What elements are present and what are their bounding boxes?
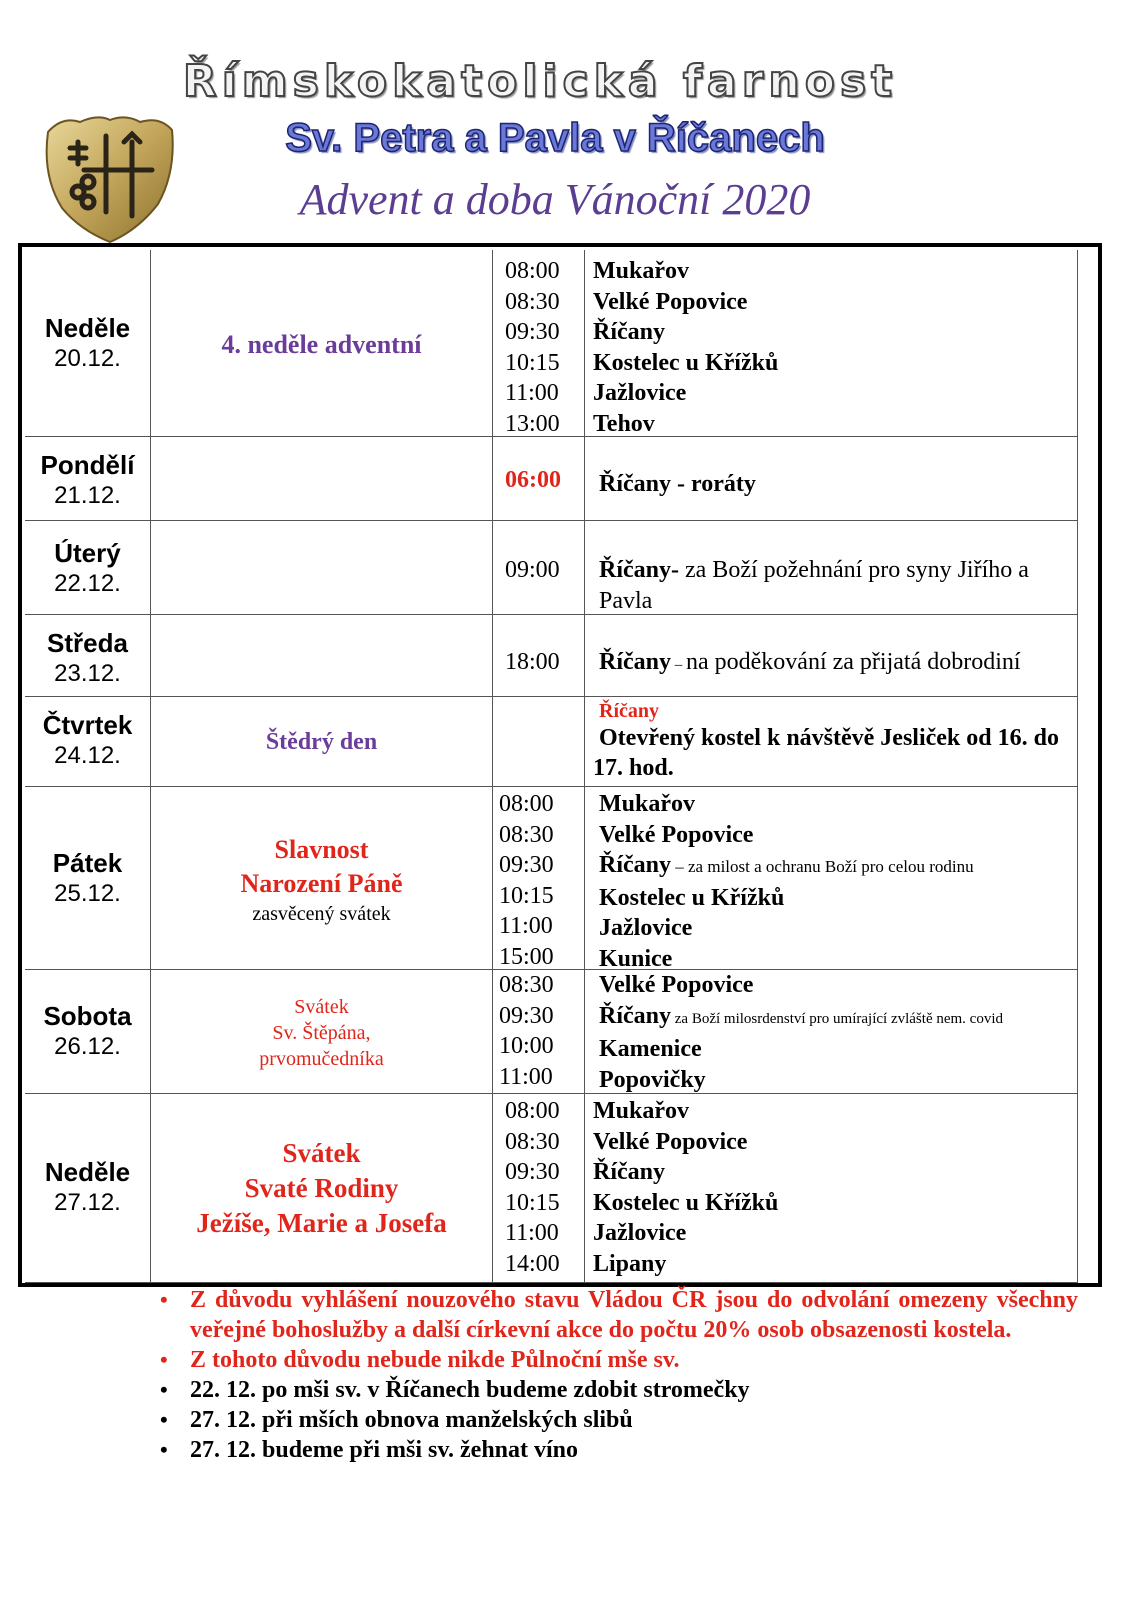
- day-date: 24.12.: [54, 742, 121, 769]
- mass-place: Říčany: [599, 1002, 671, 1029]
- mass-time: 11:00: [505, 380, 559, 406]
- mass-time: 08:30: [505, 288, 560, 315]
- mass-place: Říčany: [599, 852, 671, 878]
- table-row: [22, 615, 1098, 697]
- mass-time: 08:00: [505, 1098, 560, 1124]
- list-item: • 22. 12. po mši sv. v Říčanech budeme zdobit stromečky: [160, 1377, 750, 1403]
- mass-place: Mukařov: [599, 791, 695, 817]
- mass-time: 10:15: [505, 1189, 560, 1216]
- place-heading: Říčany: [599, 700, 659, 722]
- occasion: 4. neděle adventní: [221, 330, 422, 359]
- announcement-text: Z důvodu vyhlášení nouzového stavu Vládou ČR jsou do odvolání omezeny všechny veřejné bohoslužby a další církevní akce do počtu 20% osob obsazenosti kostela.: [190, 1287, 1078, 1343]
- occasion: Narození Páně: [240, 869, 403, 898]
- event-description: Otevřený kostel k návštěvě Jesliček od 16. do 17. hod.: [593, 725, 1059, 781]
- occasion: Svaté Rodiny: [244, 1173, 399, 1203]
- day-name: Čtvrtek: [42, 710, 133, 740]
- mass-place: Říčany-: [599, 557, 679, 583]
- page-header: [0, 0, 1123, 245]
- mass-place: Velké Popovice: [599, 821, 754, 848]
- list-item: • Z tohoto důvodu nebude nikde Půlnoční mše sv.: [160, 1347, 680, 1373]
- table-row: [22, 1094, 1098, 1283]
- occasion: Slavnost: [274, 835, 369, 864]
- parish-subtitle: Sv. Petra a Pavla v Říčanech: [285, 116, 825, 160]
- mass-time: 10:15: [499, 882, 554, 909]
- table-row: [22, 697, 1098, 787]
- day-name: Neděle: [44, 313, 131, 343]
- table-row: [22, 250, 1098, 437]
- mass-place: Tehov: [593, 410, 655, 437]
- occasion-subtitle: zasvěcený svátek: [252, 903, 391, 925]
- mass-place: Říčany: [593, 1159, 665, 1185]
- mass-time: 15:00: [499, 943, 554, 970]
- day-date: 27.12.: [54, 1189, 121, 1216]
- mass-intention: – za milost a ochranu Boží pro celou rodinu: [671, 857, 974, 876]
- mass-place: Říčany: [593, 319, 665, 345]
- day-date: 23.12.: [54, 660, 121, 687]
- mass-place: Jažlovice: [599, 915, 693, 941]
- mass-time: 09:30: [505, 319, 560, 345]
- day-date: 21.12.: [54, 482, 121, 509]
- mass-place: Velké Popovice: [593, 1128, 748, 1155]
- mass-place: Jažlovice: [593, 380, 687, 406]
- list-item: • 27. 12. při mších obnova manželských slibů: [160, 1407, 633, 1433]
- mass-place: Velké Popovice: [599, 972, 754, 998]
- mass-place: Říčany: [599, 649, 671, 675]
- day-name: Neděle: [44, 1157, 131, 1187]
- season-title: Advent a doba Vánoční 2020: [299, 175, 811, 224]
- day-date: 22.12.: [54, 570, 121, 597]
- mass-time: 06:00: [505, 467, 561, 493]
- day-date: 20.12.: [54, 345, 121, 372]
- mass-place: Lipany: [593, 1250, 667, 1277]
- mass-time: 18:00: [505, 649, 560, 675]
- parish-title: Římskokatolická farnost: [182, 56, 898, 107]
- list-item: • 27. 12. budeme při mši sv. žehnat víno: [160, 1437, 579, 1463]
- announcements-list: [158, 1285, 1078, 1465]
- occasion: Sv. Štěpána,: [272, 1022, 371, 1044]
- mass-time: 10:00: [499, 1033, 554, 1059]
- mass-time: 08:00: [499, 791, 554, 817]
- occasion: prvomučedníka: [259, 1048, 384, 1070]
- table-row: [22, 970, 1098, 1094]
- mass-intention: za Boží milosrdenství pro umírající zvláště nem. covid: [671, 1010, 1003, 1027]
- list-item: • Z důvodu vyhlášení nouzového stavu Vládou ČR jsou do odvolání omezeny všechny veřejné bohoslužby a další církevní akce do počtu 20% osob obsazenosti kostela.: [160, 1287, 1078, 1343]
- mass-place: Velké Popovice: [593, 288, 748, 315]
- announcement-text: Z tohoto důvodu nebude nikde Půlnoční mše sv.: [190, 1347, 680, 1373]
- day-name: Pátek: [52, 848, 123, 878]
- mass-time: 09:30: [499, 852, 554, 878]
- table-row: [22, 787, 1098, 970]
- table-row: [22, 437, 1098, 521]
- mass-place: Mukařov: [593, 1098, 689, 1124]
- mass-time: 08:00: [505, 258, 560, 284]
- day-name: Pondělí: [40, 450, 135, 480]
- mass-time: 08:30: [499, 972, 554, 998]
- parish-coat-of-arms-icon: [40, 112, 178, 244]
- mass-place: Kunice: [599, 945, 673, 972]
- occasion: Ježíše, Marie a Josefa: [196, 1208, 447, 1238]
- mass-time: 14:00: [505, 1250, 560, 1277]
- occasion: Svátek: [282, 1138, 361, 1168]
- day-name: Sobota: [43, 1001, 132, 1031]
- separator: –: [671, 657, 686, 673]
- schedule-table: [18, 243, 1102, 1287]
- announcement-text: 27. 12. budeme při mši sv. žehnat víno: [190, 1437, 579, 1463]
- mass-place: Kostelec u Křížků: [599, 884, 785, 911]
- announcement-text: 27. 12. při mších obnova manželských slibů: [190, 1407, 633, 1433]
- mass-time: 09:00: [505, 557, 560, 583]
- mass-time: 11:00: [499, 913, 553, 939]
- table-row: [22, 521, 1098, 615]
- mass-time: 09:30: [499, 1002, 554, 1029]
- day-name: Středa: [47, 628, 128, 658]
- mass-intention: za Boží požehnání pro syny Jiřího a Pavla: [599, 557, 1029, 614]
- mass-place: Říčany - roráty: [599, 471, 756, 497]
- mass-place: Popovičky: [599, 1066, 706, 1093]
- mass-time: 11:00: [505, 1220, 559, 1246]
- mass-place: Mukařov: [593, 258, 689, 284]
- mass-intention: na poděkování za přijatá dobrodiní: [686, 649, 1021, 675]
- mass-time: 13:00: [505, 410, 560, 437]
- occasion: Svátek: [294, 996, 349, 1018]
- day-date: 26.12.: [54, 1033, 121, 1060]
- mass-time: 08:30: [499, 821, 554, 848]
- day-name: Úterý: [54, 538, 121, 568]
- mass-time: 08:30: [505, 1128, 560, 1155]
- announcement-text: 22. 12. po mši sv. v Říčanech budeme zdobit stromečky: [190, 1377, 750, 1403]
- mass-time: 09:30: [505, 1159, 560, 1185]
- mass-place: Kostelec u Křížků: [593, 1189, 779, 1216]
- mass-time: 11:00: [499, 1063, 553, 1090]
- day-date: 25.12.: [54, 880, 121, 907]
- mass-time: 10:15: [505, 349, 560, 376]
- mass-place: Kamenice: [599, 1036, 702, 1062]
- mass-place: Jažlovice: [593, 1220, 687, 1246]
- mass-place: Kostelec u Křížků: [593, 349, 779, 376]
- occasion: Štědrý den: [265, 729, 378, 755]
